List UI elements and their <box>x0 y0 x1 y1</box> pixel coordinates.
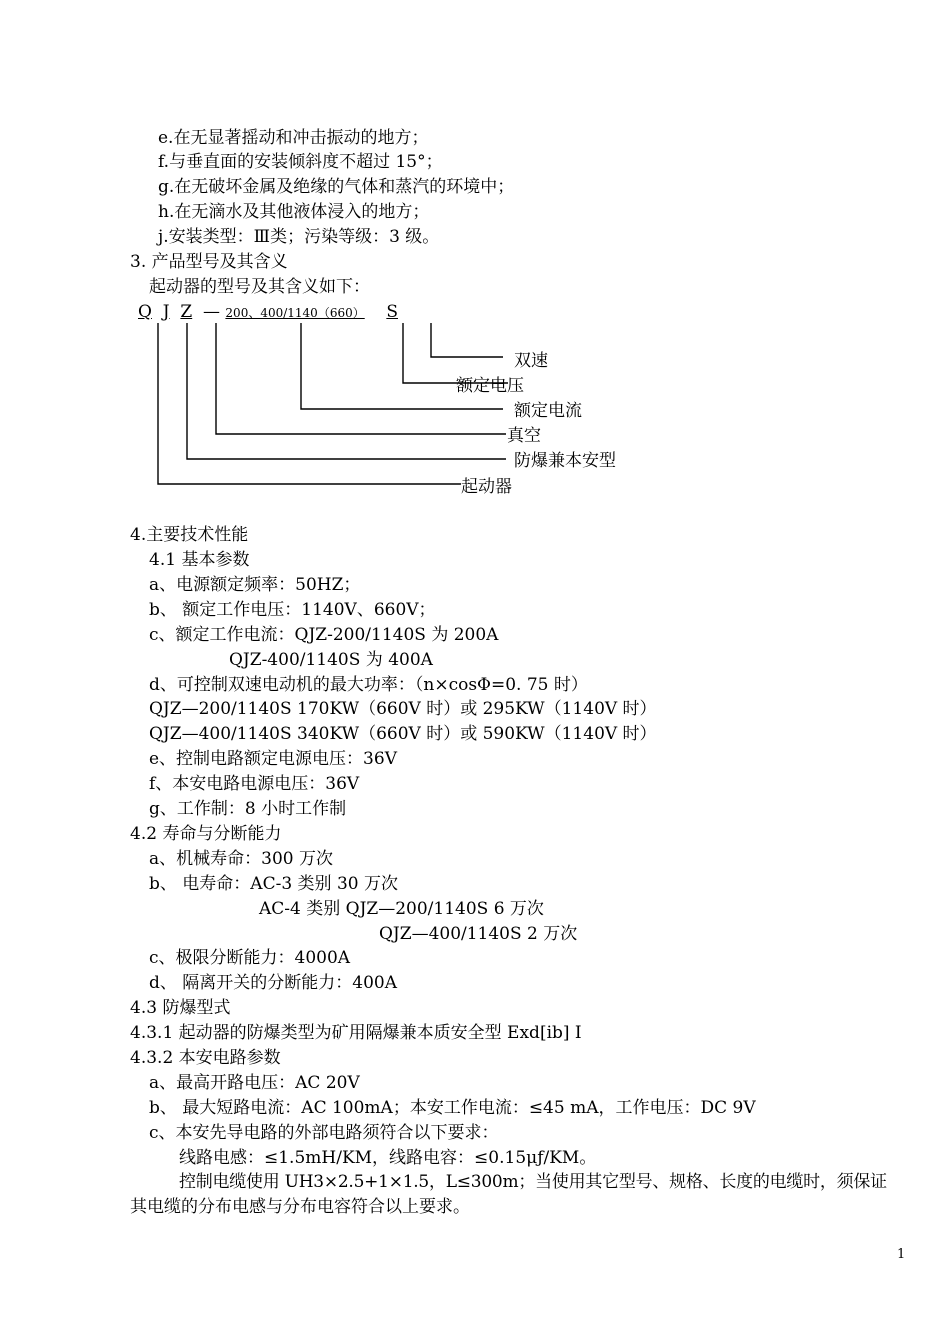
label-rated-voltage: 额定电压 <box>456 376 524 396</box>
model-z: Z <box>180 302 193 322</box>
cable-paragraph-2: 其电缆的分布电感与分布电容符合以上要求。 <box>130 1197 470 1217</box>
param-d: d、可控制双速电动机的最大功率：（n×cosΦ=0. 75 时） <box>149 675 588 695</box>
section-4-3-heading: 4.3 防爆型式 <box>130 998 231 1018</box>
param-g: g、工作制：8 小时工作制 <box>149 799 347 819</box>
life-c: c、极限分断能力：4000A <box>149 948 351 968</box>
line-j: j.安装类型：Ⅲ类；污染等级：3 级。 <box>158 227 440 247</box>
label-rated-current: 额定电流 <box>514 401 582 421</box>
param-d-1: QJZ—200/1140S 170KW（660V 时）或 295KW（1140V 时） <box>149 699 657 719</box>
label-vacuum: 真空 <box>507 426 541 446</box>
model-q: Q <box>138 302 152 322</box>
label-flameproof: 防爆兼本安型 <box>514 451 616 471</box>
model-j: J <box>162 302 170 322</box>
param-f: f、本安电路电源电压：36V <box>149 774 360 794</box>
bracket-starter <box>158 323 461 484</box>
line-g: g.在无破坏金属及绝缘的气体和蒸汽的环境中； <box>158 177 515 197</box>
label-starter: 起动器 <box>461 477 512 497</box>
model-bracket-diagram <box>0 0 950 520</box>
param-d-2: QJZ—400/1140S 340KW（660V 时）或 590KW（1140V 时） <box>149 724 657 744</box>
is-a: a、最高开路电压：AC 20V <box>149 1073 360 1093</box>
is-c: c、本安先导电路的外部电路须符合以下要求： <box>149 1123 499 1143</box>
model-intro: 起动器的型号及其含义如下： <box>149 277 370 297</box>
life-d: d、 隔离开关的分断能力：400A <box>149 973 398 993</box>
page-number: 1 <box>897 1247 906 1262</box>
line-f: f.与垂直面的安装倾斜度不超过 15°； <box>158 152 443 172</box>
model-rating: 200、400/1140（660） <box>225 306 365 320</box>
life-b: b、 电寿命：AC-3 类别 30 万次 <box>149 874 398 894</box>
life-b-2: AC-4 类别 QJZ—200/1140S 6 万次 <box>259 899 544 919</box>
bracket-s <box>431 323 503 357</box>
life-b-3: QJZ—400/1140S 2 万次 <box>379 924 578 944</box>
param-c-2: QJZ-400/1140S 为 400A <box>229 650 433 670</box>
param-a: a、电源额定频率：50HZ； <box>149 575 361 595</box>
life-a: a、机械寿命：300 万次 <box>149 849 333 869</box>
model-dash: — <box>203 302 221 322</box>
section-4-3-2-heading: 4.3.2 本安电路参数 <box>130 1048 281 1068</box>
section-4-1-heading: 4.1 基本参数 <box>149 550 250 570</box>
param-e: e、控制电路额定电源电压：36V <box>149 749 397 769</box>
section-3-heading: 3. 产品型号及其含义 <box>130 252 288 272</box>
section-4-3-1: 4.3.1 起动器的防爆类型为矿用隔爆兼本质安全型 Exd[ib] I <box>130 1023 582 1043</box>
is-c-line-params: 线路电感：≤1.5mH/KM，线路电容：≤0.15μƒ/KM。 <box>179 1148 597 1168</box>
bracket-voltage <box>403 323 508 383</box>
is-b: b、 最大短路电流：AC 100mA；本安工作电流：≤45 mA，工作电压：DC 9V <box>149 1098 756 1118</box>
line-h: h.在无滴水及其他液体浸入的地方； <box>158 202 430 222</box>
cable-paragraph-1: 控制电缆使用 UH3×2.5+1×1.5，L≤300m；当使用其它型号、规格、长度的电缆时，须保证 <box>179 1172 887 1192</box>
model-s: S <box>386 302 398 322</box>
label-double-speed: 双速 <box>514 351 548 371</box>
param-b: b、 额定工作电压：1140V、660V； <box>149 600 436 620</box>
section-4-heading: 4.主要技术性能 <box>130 525 249 545</box>
section-4-2-heading: 4.2 寿命与分断能力 <box>130 824 282 844</box>
param-c: c、额定工作电流：QJZ-200/1140S 为 200A <box>149 625 499 645</box>
line-e: e.在无显著摇动和冲击振动的地方； <box>158 128 429 148</box>
